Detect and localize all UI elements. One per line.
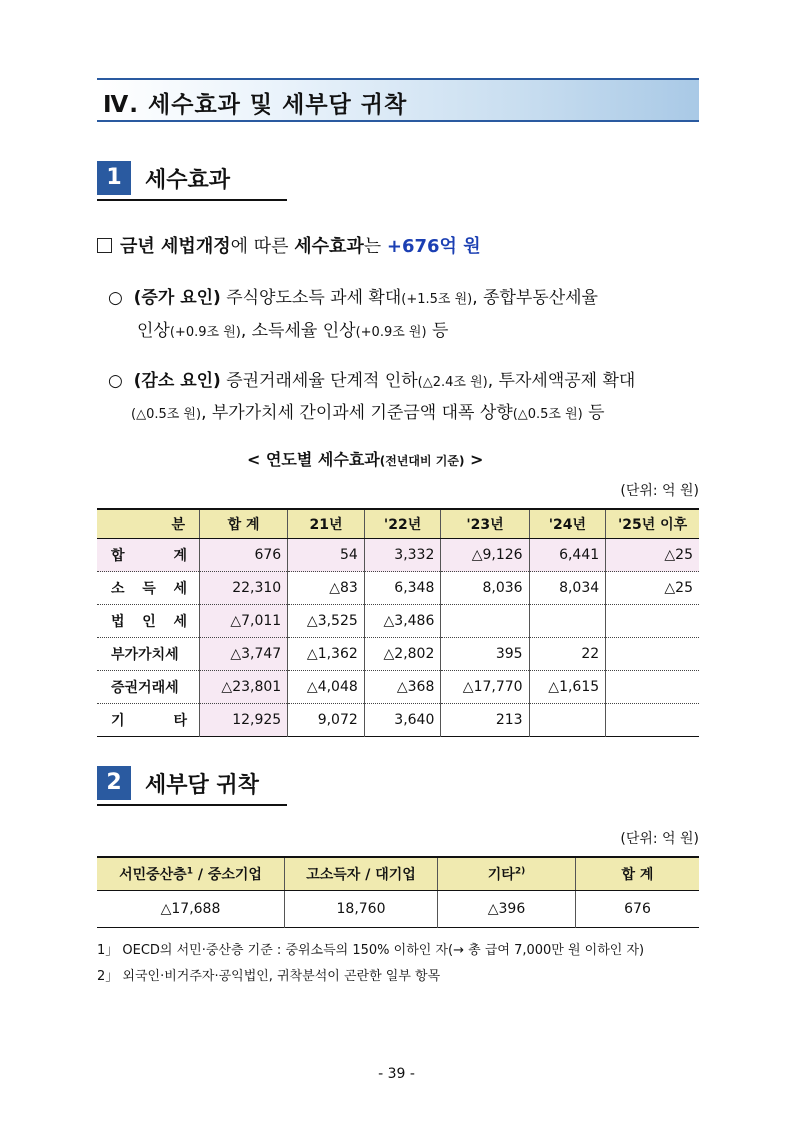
header-cell: 고소득자 / 대기업 bbox=[285, 857, 438, 891]
main-point-mid2: 는 bbox=[363, 236, 387, 257]
cell: 22 bbox=[529, 638, 606, 671]
header-cell bbox=[438, 857, 576, 891]
cell: △17,688 bbox=[160, 901, 221, 917]
checkbox-square-icon bbox=[97, 238, 112, 253]
increase-line-2 bbox=[137, 316, 448, 341]
row-label: 합 계 bbox=[97, 539, 200, 572]
main-point-bold: 세수효과 bbox=[294, 236, 364, 257]
header-cell: '25년 이후 bbox=[606, 509, 699, 539]
cell: 3,332 bbox=[364, 539, 441, 572]
row-label: 증권거래세 bbox=[97, 671, 200, 704]
tax-revenue-table bbox=[97, 508, 699, 737]
header-cell: '22년 bbox=[364, 509, 441, 539]
cell bbox=[606, 704, 699, 737]
cell: 676 bbox=[576, 891, 700, 928]
cell bbox=[441, 605, 529, 638]
cell: △1,615 bbox=[529, 671, 606, 704]
table1-unit: (단위: 억 원) bbox=[620, 483, 699, 499]
cell: 54 bbox=[288, 539, 365, 572]
cell: 6,348 bbox=[364, 572, 441, 605]
cell: △25 bbox=[606, 572, 699, 605]
increase-text-3: 인상 bbox=[137, 321, 170, 341]
decrease-text-1: 증권거래세율 단계적 인하 bbox=[220, 371, 418, 391]
increase-text-4: , 소득세율 인상 bbox=[240, 321, 356, 341]
cell: 18,760 bbox=[285, 891, 438, 928]
table-row-total bbox=[97, 539, 699, 572]
subsection-1-title: 세수효과 bbox=[145, 168, 231, 193]
cell: △25 bbox=[606, 539, 699, 572]
cell: 8,034 bbox=[529, 572, 606, 605]
page-number: - 39 - bbox=[378, 1066, 415, 1082]
cell: 8,036 bbox=[441, 572, 529, 605]
row-label: 부가가치세 bbox=[97, 638, 200, 671]
cell: △3,486 bbox=[364, 605, 441, 638]
header-cell: '24년 bbox=[529, 509, 606, 539]
table-row bbox=[97, 638, 699, 671]
increase-text-1: 주식양도소득 과세 확대 bbox=[220, 288, 402, 308]
cell: △9,126 bbox=[441, 539, 529, 572]
header-text: / 중소기업 bbox=[192, 867, 262, 883]
header-cell: 합 계 bbox=[200, 509, 288, 539]
table-row bbox=[97, 605, 699, 638]
cell: 12,925 bbox=[200, 704, 288, 737]
decrease-text-2: , 투자세액공제 확대 bbox=[487, 371, 636, 391]
tax-burden-table bbox=[97, 856, 699, 928]
decrease-label: (감소 요인) bbox=[133, 371, 221, 391]
table-row bbox=[97, 891, 699, 928]
decrease-amount-1: (△2.4조 원) bbox=[417, 375, 488, 390]
increase-line-1 bbox=[108, 283, 598, 308]
cell bbox=[529, 605, 606, 638]
increase-text-5: 등 bbox=[426, 321, 449, 341]
cell: △1,362 bbox=[288, 638, 365, 671]
footnote-2: 2」 외국인·비거주자·공익법인, 귀착분석이 곤란한 일부 항목 bbox=[97, 969, 441, 984]
cell: △2,802 bbox=[364, 638, 441, 671]
cell: △4,048 bbox=[288, 671, 365, 704]
main-point-mid: 에 따른 bbox=[230, 236, 295, 257]
table-row bbox=[97, 572, 699, 605]
table1-caption bbox=[247, 447, 483, 470]
cell: △83 bbox=[288, 572, 365, 605]
decrease-amount-3: (△0.5조 원) bbox=[512, 407, 583, 422]
table1-caption-end: > bbox=[464, 450, 484, 469]
decrease-text-4: 등 bbox=[582, 403, 605, 423]
bullet-circle-icon: ○ bbox=[108, 288, 123, 308]
cell: △3,747 bbox=[200, 638, 288, 671]
cell: 6,441 bbox=[529, 539, 606, 572]
subsection-1-header bbox=[97, 161, 287, 201]
increase-text-2: , 종합부동산세율 bbox=[472, 288, 598, 308]
cell: △368 bbox=[364, 671, 441, 704]
cell: 213 bbox=[441, 704, 529, 737]
table-row bbox=[97, 704, 699, 737]
table-row bbox=[97, 671, 699, 704]
table1-caption-main: < 연도별 세수효과 bbox=[247, 450, 380, 469]
header-text: 서민중산층 bbox=[119, 867, 187, 883]
subsection-1-number: 1 bbox=[97, 161, 131, 195]
decrease-text-3: , 부가가치세 간이과세 기준금액 대폭 상향 bbox=[201, 403, 513, 423]
main-point bbox=[97, 232, 481, 258]
cell bbox=[529, 704, 606, 737]
main-point-value: +676억 원 bbox=[386, 236, 481, 257]
row-label: 기 타 bbox=[111, 713, 187, 729]
header-cell bbox=[97, 857, 285, 891]
decrease-line-1 bbox=[108, 366, 635, 391]
main-point-pre: 금년 세법개정 bbox=[120, 236, 231, 257]
header-cell: 분 bbox=[97, 509, 200, 539]
cell: △3,525 bbox=[288, 605, 365, 638]
cell bbox=[606, 605, 699, 638]
increase-amount-2: (+0.9조 원) bbox=[169, 325, 241, 340]
decrease-amount-2: (△0.5조 원) bbox=[131, 407, 202, 422]
table-header-row bbox=[97, 857, 699, 891]
subsection-2-header bbox=[97, 766, 287, 806]
cell: △17,770 bbox=[441, 671, 529, 704]
cell: 676 bbox=[200, 539, 288, 572]
subsection-2-number: 2 bbox=[97, 766, 131, 800]
cell: 3,640 bbox=[364, 704, 441, 737]
cell: △396 bbox=[438, 891, 576, 928]
cell: △7,011 bbox=[200, 605, 288, 638]
header-cell: 21년 bbox=[288, 509, 365, 539]
footnote-mark: 2) bbox=[514, 866, 526, 877]
bullet-circle-icon: ○ bbox=[108, 371, 123, 391]
cell: 22,310 bbox=[200, 572, 288, 605]
footnote-1: 1」 OECD의 서민·중산층 기준 : 중위소득의 150% 이하인 자(→ 총 급여 7,000만 원 이하인 자) bbox=[97, 943, 645, 958]
increase-amount-3: (+0.9조 원) bbox=[355, 325, 427, 340]
cell bbox=[606, 671, 699, 704]
row-label: 소 득 세 bbox=[97, 572, 200, 605]
footnote-mark: 1 bbox=[186, 866, 193, 877]
header-cell: '23년 bbox=[441, 509, 529, 539]
section-title: Ⅳ. 세수효과 및 세부담 귀착 bbox=[103, 92, 408, 118]
cell: △23,801 bbox=[200, 671, 288, 704]
row-label: 법 인 세 bbox=[97, 605, 200, 638]
table-header-row bbox=[97, 509, 699, 539]
header-text: 기타 bbox=[487, 867, 515, 883]
section-header bbox=[97, 78, 699, 122]
increase-amount-1: (+1.5조 원) bbox=[401, 292, 473, 307]
cell: 395 bbox=[441, 638, 529, 671]
table2-unit: (단위: 억 원) bbox=[620, 831, 699, 847]
cell: 9,072 bbox=[288, 704, 365, 737]
cell bbox=[606, 638, 699, 671]
table1-caption-basis: (전년대비 기준) bbox=[379, 454, 465, 468]
decrease-line-2 bbox=[131, 398, 605, 423]
increase-label: (증가 요인) bbox=[133, 288, 221, 308]
header-cell: 합 계 bbox=[576, 857, 700, 891]
subsection-2-title: 세부담 귀착 bbox=[145, 773, 259, 798]
